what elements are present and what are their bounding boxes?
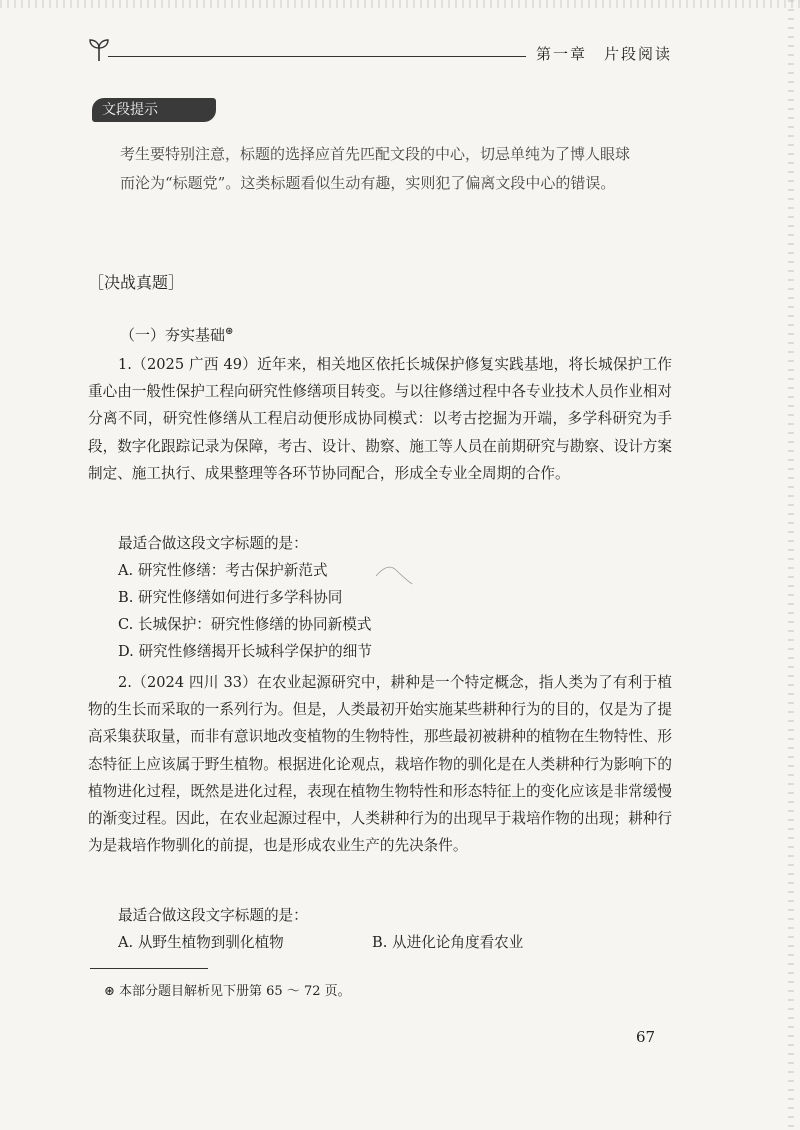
page-number: 67	[636, 1028, 656, 1046]
subsection-label: （一）夯实基础	[120, 326, 226, 344]
question-1-option-b: B. 研究性修缮如何进行多学科协同	[118, 589, 343, 606]
footnote: ⊛ 本部分题目解析见下册第 65 ～ 72 页。	[104, 984, 351, 999]
question-1-option-d: D. 研究性修缮揭开长城科学保护的细节	[118, 643, 372, 660]
tip-text: 考生要特别注意，标题的选择应首先匹配文段的中心，切忌单纯为了博人眼球而沦为“标题党”。这类标题看似生动有趣，实则犯了偏离文段中心的错误。	[120, 145, 631, 192]
section-title: ［决战真题］	[88, 273, 185, 292]
header-rule	[108, 56, 526, 57]
question-1-text: 1.（2025 广西 49）近年来，相关地区依托长城保护修复实践基地，将长城保护工作重心由一般性保护工程向研究性修缮项目转变。与以往修缮过程中各专业技术人员作业相对分离不同，研究性修缮从工程启动便形成协同模式：以考古挖掘为开端，多学科研究为手段，数字化跟踪记录为保障，考古、设计、勘察、施工等人员在前期研究与勘察、设计方案制定、施工执行、成果整理等各环节协同配合，形成全专业全周期的合作。	[88, 356, 672, 482]
running-header	[88, 36, 672, 66]
question-2-option-a: A. 从野生植物到驯化植物	[118, 934, 284, 951]
subsection-title	[120, 324, 233, 345]
question-1-prompt: 最适合做这段文字标题的是：	[118, 535, 308, 552]
scan-noise-right	[788, 0, 794, 1130]
pencil-mark	[374, 556, 414, 586]
sprout-icon	[88, 36, 110, 62]
tip-badge: 文段提示	[92, 98, 216, 122]
question-1-option-a: A. 研究性修缮：考古保护新范式	[118, 562, 328, 579]
footnote-marker: ⊛	[225, 326, 234, 337]
question-1-option-c: C. 长城保护：研究性修缮的协同新模式	[118, 616, 372, 633]
question-2-option-b: B. 从进化论角度看农业	[372, 934, 524, 951]
scan-noise-top	[0, 0, 800, 8]
chapter-title: 第一章 片段阅读	[535, 45, 672, 63]
question-2-prompt: 最适合做这段文字标题的是：	[118, 907, 308, 924]
footnote-rule	[90, 968, 208, 969]
question-2-text: 2.（2024 四川 33）在农业起源研究中，耕种是一个特定概念，指人类为了有利于植物的生长而采取的一系列行为。但是，人类最初开始实施某些耕种行为的目的，仅是为了提高采集获取量，而非有意识地改变植物的生物特性，那些最初被耕种的植物在生物特性、形态特征上应该属于野生植物。根据进化论观点，栽培作物的驯化是在人类耕种行为影响下的植物进化过程，既然是进化过程，表现在植物生物特性和形态特征上的变化应该是非常缓慢的渐变过程。因此，在农业起源过程中，人类耕种行为的出现早于栽培作物的出现；耕种行为是栽培作物驯化的前提，也是形成农业生产的先决条件。	[88, 674, 672, 855]
